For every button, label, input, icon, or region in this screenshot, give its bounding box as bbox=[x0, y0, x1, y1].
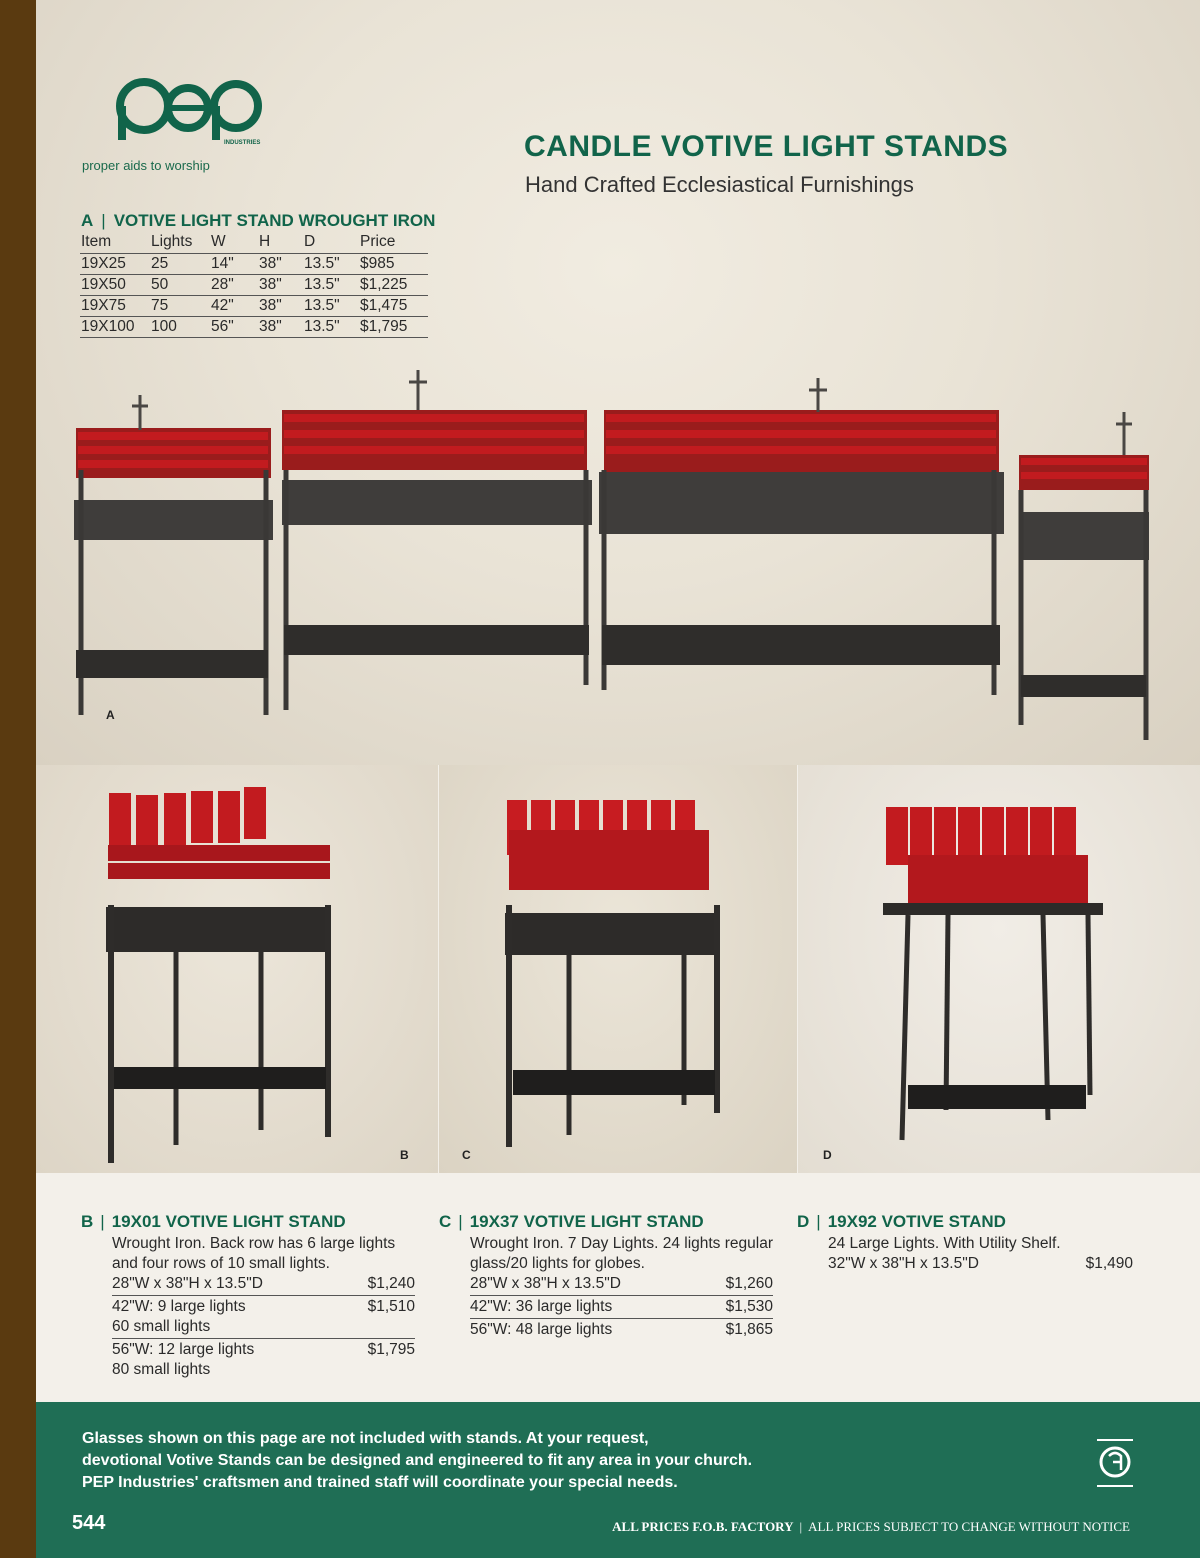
cell: 38" bbox=[258, 296, 303, 317]
cell: $1,225 bbox=[359, 275, 428, 296]
option-label: 32"W x 38"H x 13.5"D bbox=[828, 1255, 979, 1272]
product-c-option bbox=[470, 1320, 773, 1340]
photo-label-a: A bbox=[106, 708, 115, 722]
section-a-title bbox=[81, 211, 435, 231]
cell: 13.5" bbox=[303, 296, 359, 317]
option-price: $1,490 bbox=[1085, 1255, 1133, 1272]
cell: 13.5" bbox=[303, 317, 359, 338]
col-item: Item bbox=[80, 232, 150, 254]
product-c-option bbox=[470, 1297, 773, 1319]
cell: 38" bbox=[258, 254, 303, 275]
photo-label-b: B bbox=[400, 1148, 409, 1162]
seal-icon bbox=[1091, 1436, 1139, 1492]
product-d bbox=[797, 1212, 1133, 1274]
page-spine bbox=[0, 0, 36, 1558]
page-title: CANDLE VOTIVE LIGHT STANDS bbox=[524, 130, 1009, 163]
col-price: Price bbox=[359, 232, 428, 254]
stand-19x25 bbox=[74, 395, 273, 715]
product-d-separator: | bbox=[816, 1212, 821, 1231]
fob-text: ALL PRICES F.O.B. FACTORY bbox=[612, 1519, 794, 1534]
option-label: 28"W x 38"H x 13.5"D bbox=[470, 1275, 621, 1292]
product-c-name: 19X37 VOTIVE LIGHT STAND bbox=[469, 1212, 704, 1231]
col-lights: Lights bbox=[150, 232, 210, 254]
option-label bbox=[112, 1340, 254, 1380]
photo-panel-b bbox=[36, 765, 438, 1173]
option-label-line1: 56"W: 12 large lights bbox=[112, 1341, 255, 1358]
cell: 13.5" bbox=[303, 254, 359, 275]
cell: 19X75 bbox=[80, 296, 150, 317]
product-b-name: 19X01 VOTIVE LIGHT STAND bbox=[111, 1212, 346, 1231]
product-c bbox=[439, 1212, 773, 1340]
cell: 13.5" bbox=[303, 275, 359, 296]
stand-19x37-photo bbox=[439, 765, 797, 1173]
stand-19x01-photo bbox=[36, 765, 438, 1173]
option-price: $1,865 bbox=[725, 1321, 773, 1338]
product-b-option bbox=[112, 1340, 415, 1380]
page-subtitle: Hand Crafted Ecclesiastical Furnishings bbox=[525, 172, 914, 197]
option-price: $1,260 bbox=[725, 1275, 773, 1292]
cell: $985 bbox=[359, 254, 428, 275]
cell: 38" bbox=[258, 275, 303, 296]
footer-notice bbox=[82, 1428, 752, 1494]
photo-label-d: D bbox=[823, 1148, 832, 1162]
cell: $1,795 bbox=[359, 317, 428, 338]
col-h: H bbox=[258, 232, 303, 254]
cell: 56" bbox=[210, 317, 258, 338]
table-header-row bbox=[80, 232, 428, 254]
option-label: 56"W: 48 large lights bbox=[470, 1321, 613, 1338]
product-c-title bbox=[439, 1212, 773, 1232]
section-a-spec-table bbox=[80, 232, 428, 338]
footer-pricing-note bbox=[612, 1519, 1130, 1535]
option-price: $1,510 bbox=[367, 1298, 415, 1315]
photo-panel-d bbox=[798, 765, 1200, 1173]
product-d-description: 24 Large Lights. With Utility Shelf. bbox=[828, 1235, 1061, 1252]
footer-line: PEP Industries' craftsmen and trained staff will coordinate your special needs. bbox=[82, 1474, 678, 1491]
cell: 38" bbox=[258, 317, 303, 338]
option-price: $1,240 bbox=[367, 1275, 415, 1292]
stand-19x75 bbox=[282, 370, 592, 710]
option-price: $1,530 bbox=[725, 1298, 773, 1315]
cell: 14" bbox=[210, 254, 258, 275]
cell: 75 bbox=[150, 296, 210, 317]
table-row bbox=[80, 275, 428, 296]
product-c-option bbox=[470, 1274, 773, 1296]
cell: 19X100 bbox=[80, 317, 150, 338]
table-row bbox=[80, 296, 428, 317]
cell: 28" bbox=[210, 275, 258, 296]
cell: $1,475 bbox=[359, 296, 428, 317]
notice-text: ALL PRICES SUBJECT TO CHANGE WITHOUT NOTICE bbox=[808, 1519, 1130, 1534]
product-b bbox=[81, 1212, 415, 1380]
option-price: $1,795 bbox=[367, 1341, 415, 1358]
product-c-letter: C bbox=[439, 1212, 452, 1231]
footer-line: devotional Votive Stands can be designed and engineered to fit any area in your church. bbox=[82, 1452, 753, 1469]
product-d-name: 19X92 VOTIVE STAND bbox=[827, 1212, 1006, 1231]
brand-tagline: proper aids to worship bbox=[82, 158, 210, 173]
col-d: D bbox=[303, 232, 359, 254]
product-b-option bbox=[112, 1297, 415, 1339]
stand-19x100 bbox=[599, 378, 1004, 695]
table-row bbox=[80, 317, 428, 338]
photo-panel-c bbox=[439, 765, 797, 1173]
fob-separator: | bbox=[799, 1519, 803, 1534]
option-label: 28"W x 38"H x 13.5"D bbox=[112, 1275, 263, 1292]
section-a-letter: A bbox=[81, 211, 94, 230]
photo-label-c: C bbox=[462, 1148, 471, 1162]
product-b-description: Wrought Iron. Back row has 6 large lights and four rows of 10 small lights. bbox=[112, 1235, 396, 1272]
option-label: 42"W: 36 large lights bbox=[470, 1298, 613, 1315]
footer-line: Glasses shown on this page are not included with stands. At your request, bbox=[82, 1430, 649, 1447]
option-label-line2: 60 small lights bbox=[112, 1318, 211, 1335]
page-number: 544 bbox=[72, 1512, 106, 1534]
cell: 50 bbox=[150, 275, 210, 296]
product-b-option bbox=[112, 1274, 415, 1296]
cell: 19X25 bbox=[80, 254, 150, 275]
product-d-title bbox=[797, 1212, 1133, 1232]
product-b-letter: B bbox=[81, 1212, 94, 1231]
table-row bbox=[80, 254, 428, 275]
product-c-separator: | bbox=[458, 1212, 463, 1231]
product-b-title bbox=[81, 1212, 415, 1232]
cell: 42" bbox=[210, 296, 258, 317]
svg-text:INDUSTRIES: INDUSTRIES bbox=[224, 140, 261, 146]
footer-band bbox=[36, 1402, 1200, 1558]
hero-photo bbox=[36, 0, 1200, 765]
option-label bbox=[112, 1297, 246, 1337]
option-label-line2: 80 small lights bbox=[112, 1361, 211, 1378]
section-a-separator: | bbox=[101, 211, 106, 230]
section-a-name: VOTIVE LIGHT STAND WROUGHT IRON bbox=[113, 211, 436, 230]
stand-19x92-photo bbox=[798, 765, 1200, 1173]
product-c-description: Wrought Iron. 7 Day Lights. 24 lights regular glass/20 lights for globes. bbox=[470, 1235, 773, 1272]
product-d-letter: D bbox=[797, 1212, 810, 1231]
product-d-option bbox=[828, 1254, 1133, 1274]
cell: 25 bbox=[150, 254, 210, 275]
col-w: W bbox=[210, 232, 258, 254]
cell: 100 bbox=[150, 317, 210, 338]
option-label-line1: 42"W: 9 large lights bbox=[112, 1298, 246, 1315]
stand-small-side bbox=[1019, 412, 1149, 740]
cell: 19X50 bbox=[80, 275, 150, 296]
product-b-separator: | bbox=[100, 1212, 105, 1231]
